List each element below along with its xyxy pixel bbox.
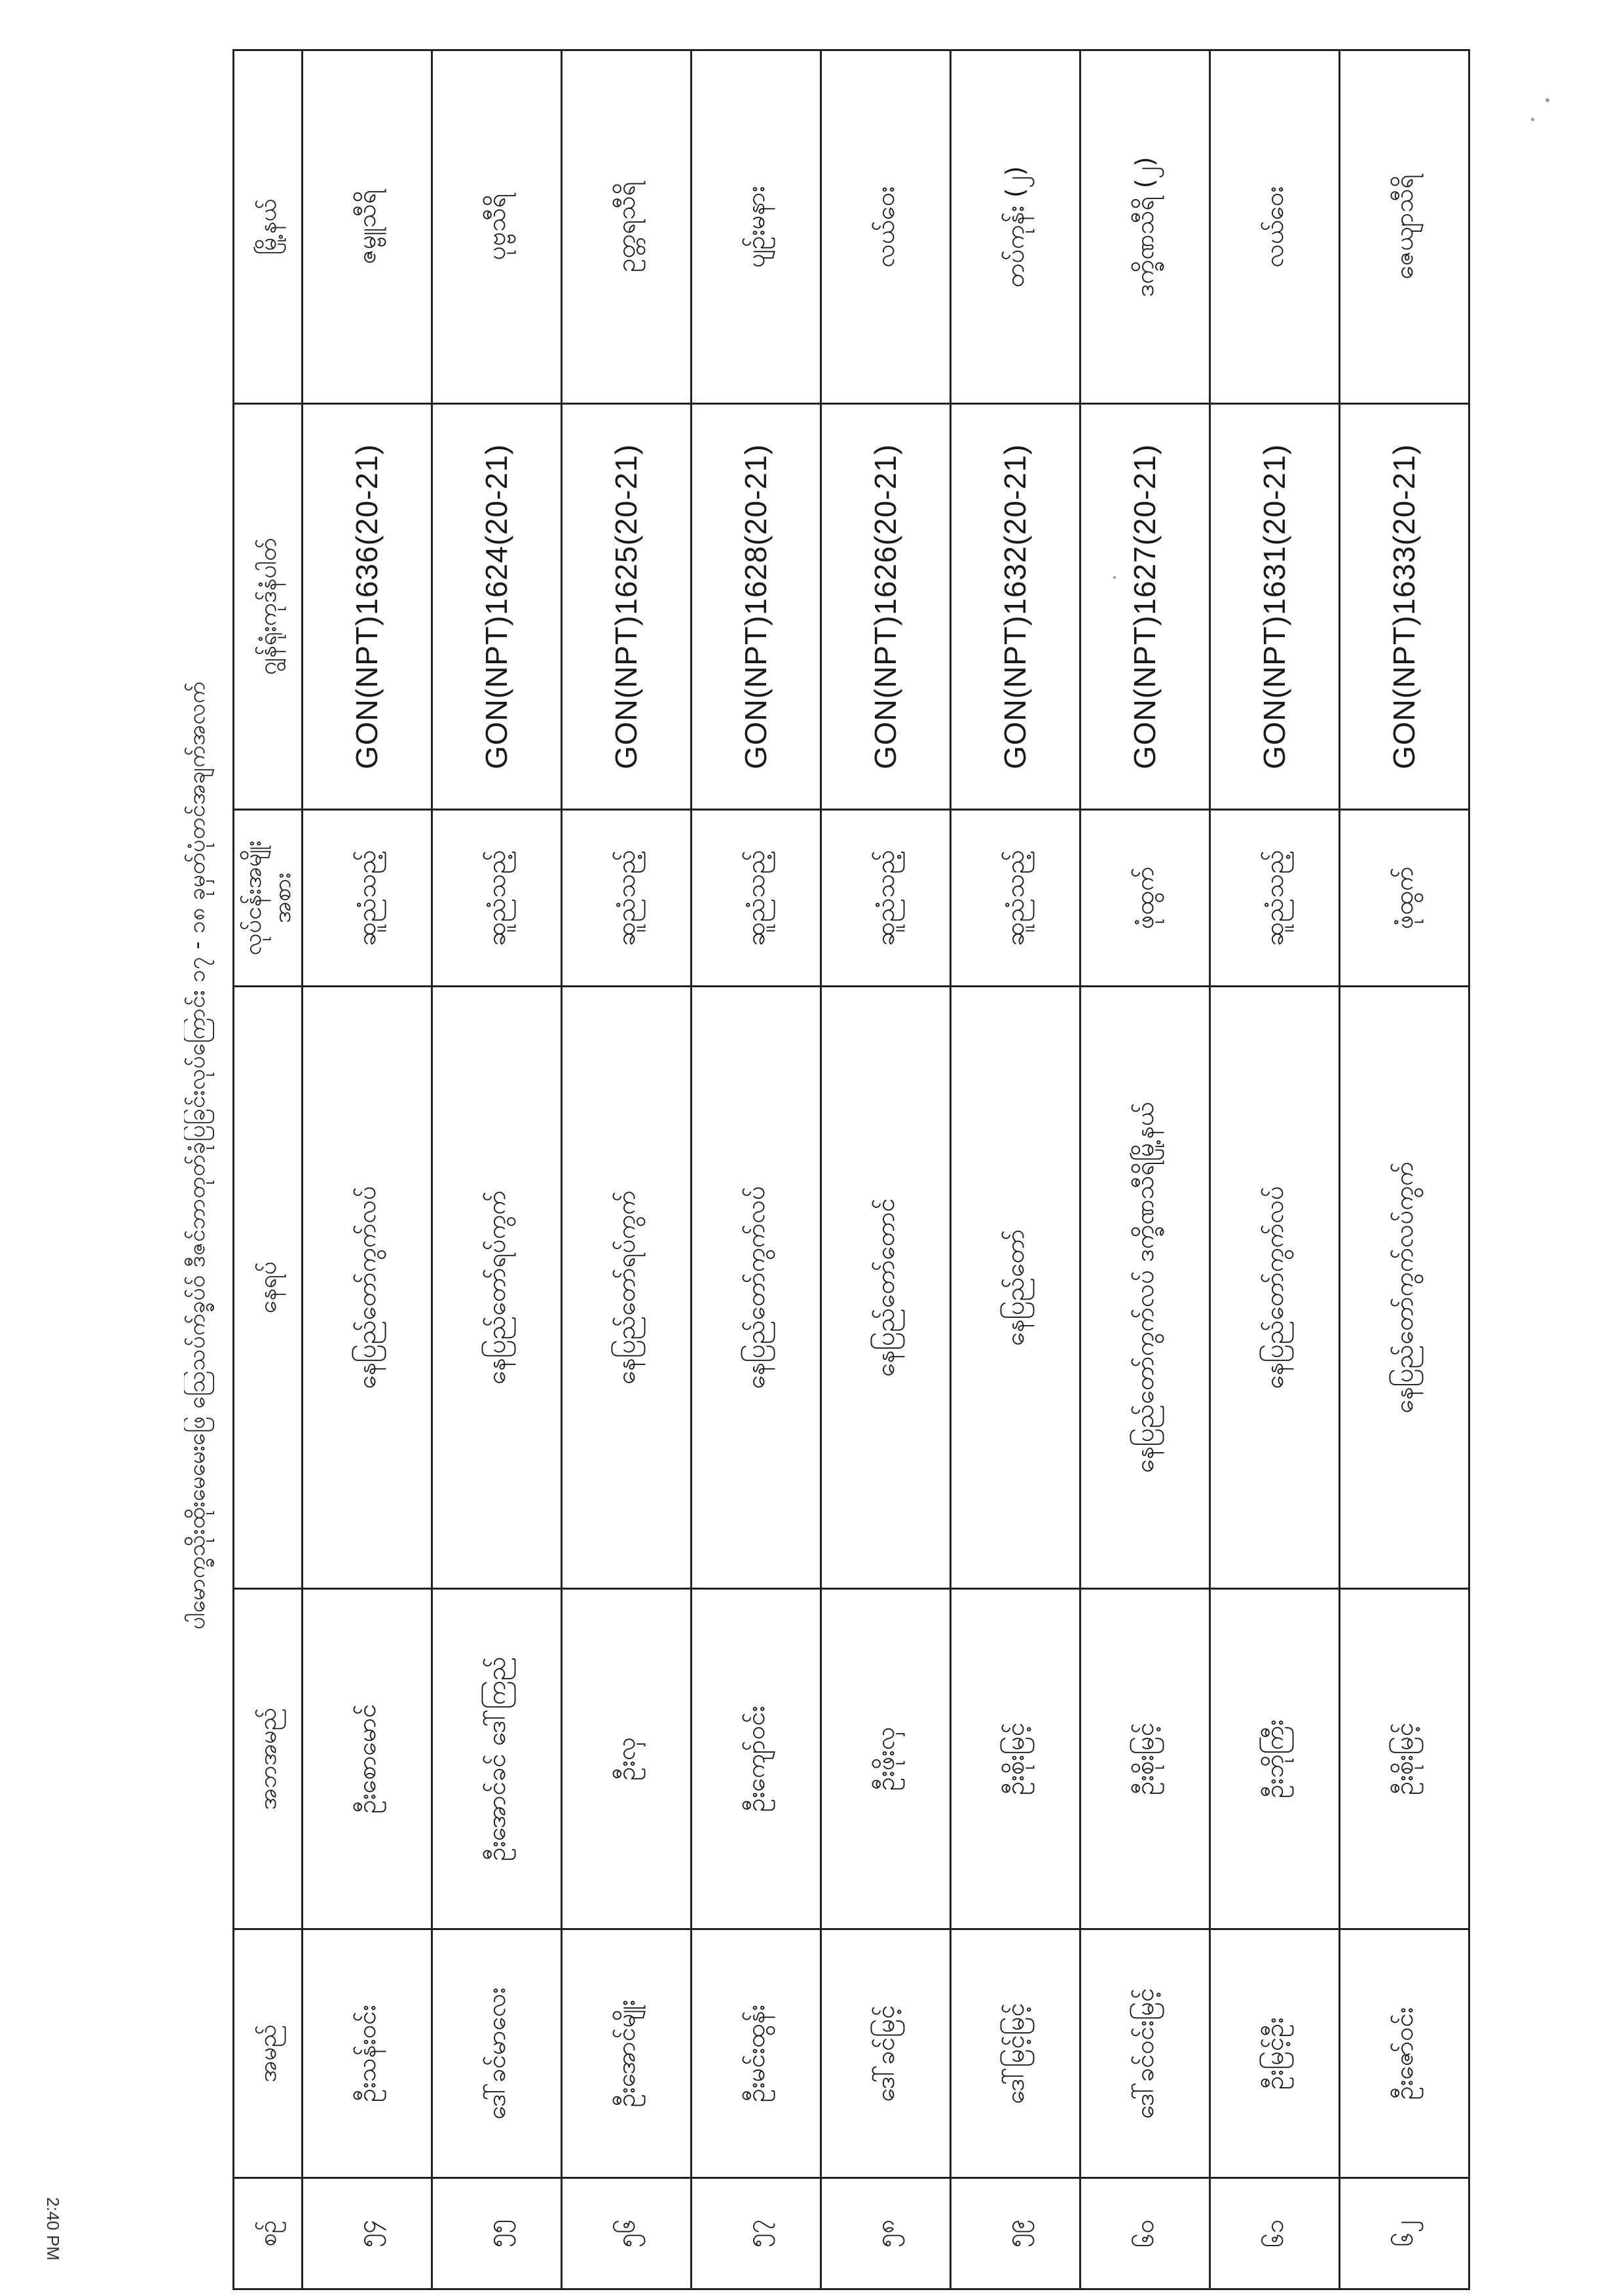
cell-code: GON(NPT)1626(20-21) bbox=[821, 404, 951, 810]
header-no: စဉ် bbox=[234, 2178, 303, 2289]
table-row bbox=[1340, 50, 1469, 2289]
cell-father: ဦးဖိုးလှ bbox=[821, 1589, 951, 1929]
cell-name: ဦးမြင့်ဦး bbox=[1210, 1929, 1340, 2178]
cell-no: ၆၁ bbox=[1210, 2178, 1340, 2289]
cell-no: ၅၇ bbox=[692, 2178, 821, 2289]
cell-code: GON(NPT)1636(20-21) bbox=[303, 404, 432, 810]
scan-speck bbox=[1531, 118, 1534, 121]
cell-no: ၅၅ bbox=[432, 2178, 562, 2289]
cell-father: ဦးဘိုကြီး bbox=[1210, 1589, 1340, 1929]
cell-address: နေပြည်တော်ရပ်ကွက် bbox=[432, 987, 562, 1589]
cell-address: နေပြည်တော်ကွက်လပ် bbox=[1210, 987, 1340, 1589]
cell-address: နေပြည်တော်တောင် bbox=[821, 987, 951, 1589]
header-type: လုပ်ငန်းအမျိုး အစား bbox=[234, 810, 303, 987]
cell-address: နေပြည်တော်ကွက်လပ် bbox=[692, 987, 821, 1589]
cell-type: ဆူညံသည့် bbox=[692, 810, 821, 987]
rotated-document-sheet bbox=[160, 23, 1470, 2288]
cell-code: GON(NPT)1631(20-21) bbox=[1210, 404, 1340, 810]
cell-type: ဆူညံသည့် bbox=[1210, 810, 1340, 987]
cell-code: GON(NPT)1627(20-21) bbox=[1080, 404, 1210, 810]
table-row bbox=[303, 50, 432, 2289]
header-address: နေရပ် bbox=[234, 987, 303, 1589]
cell-no: ၅၈ bbox=[821, 2178, 951, 2289]
cell-address: နေပြည်တော်ရပ်ကွက် bbox=[562, 987, 692, 1589]
cell-township: ပျဉ်းမနား bbox=[692, 50, 821, 404]
cell-code: GON(NPT)1625(20-21) bbox=[562, 404, 692, 810]
cell-no: ၆၂ bbox=[1340, 2178, 1469, 2289]
cell-type: ဆူညံသည့် bbox=[951, 810, 1080, 987]
header-township: မြို့နယ် bbox=[234, 50, 303, 404]
cell-address: နေပြည်တော်ကွက်လပ် bbox=[303, 987, 432, 1589]
cell-name: ဦးသန်းဝင်း bbox=[303, 1929, 432, 2178]
cell-township: ဇေယျာသီရိ bbox=[1340, 50, 1469, 404]
cell-no: ၅၆ bbox=[562, 2178, 692, 2289]
table-row bbox=[692, 50, 821, 2289]
cell-father: ဦးစောမောင် bbox=[303, 1589, 432, 1929]
cell-type: ဆူညံသည့် bbox=[562, 810, 692, 987]
document-title: ပါမောက္ခသိုးထိုးမေမေးဖြေ သြေသပ်က်ခ္ခပ်ဝ် ဒီဇင်ဘာတုတ်ခုံပြခြင်းလုပ်ကြောင်း ၁၇ - ၁၈ ခုမှတ်ပုံတင်အချက်အလက် bbox=[184, 681, 210, 1630]
cell-type: ဖုံထွက် bbox=[1080, 810, 1210, 987]
cell-father: ဦးလှ bbox=[562, 1589, 692, 1929]
cell-type: ဆူညံသည့် bbox=[821, 810, 951, 987]
scan-timestamp: 2:40 PM bbox=[43, 2197, 63, 2261]
cell-father: ဦးစိုးမြင့် bbox=[1340, 1589, 1469, 1929]
table-row bbox=[1210, 50, 1340, 2289]
cell-name: ဒေါ်ခင်မြင့် bbox=[821, 1929, 951, 2178]
cell-township: ဒက္ခိဏသီရိ (၂) bbox=[1080, 50, 1210, 404]
cell-township: တပ်ကုန်း (၂) bbox=[951, 50, 1080, 404]
cell-township: လယ်ဝေး bbox=[821, 50, 951, 404]
registration-table bbox=[232, 49, 1470, 2290]
table-row bbox=[432, 50, 562, 2289]
cell-father: ဦးစိုးမြင့် bbox=[1080, 1589, 1210, 1929]
header-father: အဘအမည် bbox=[234, 1589, 303, 1929]
cell-name: ဦးမင်းထွန်း bbox=[692, 1929, 821, 2178]
cell-type: ဆူညံသည့် bbox=[303, 810, 432, 987]
cell-address: နေပြည်တော်ကွက်လပ် ဒက္ခိဏသီရိမြို့နယ် bbox=[1080, 987, 1210, 1589]
cell-township: လယ်ဝေး bbox=[1210, 50, 1340, 404]
cell-name: ဒေါ်ခင်မာလေး bbox=[432, 1929, 562, 2178]
cell-code: GON(NPT)1628(20-21) bbox=[692, 404, 821, 810]
cell-father: ဦးကျော်ဝင်း bbox=[692, 1589, 821, 1929]
table-row bbox=[821, 50, 951, 2289]
cell-type: ဖုံထွက် bbox=[1340, 810, 1469, 987]
cell-name: ဦးဇော်ဝင်း bbox=[1340, 1929, 1469, 2178]
cell-code: GON(NPT)1633(20-21) bbox=[1340, 404, 1469, 810]
cell-type: ဆူညံသည့် bbox=[432, 810, 562, 987]
table-row bbox=[951, 50, 1080, 2289]
cell-address: နေပြည်တော်ကွက်လပ်ကွက် bbox=[1340, 987, 1469, 1589]
scan-speck bbox=[1113, 576, 1116, 579]
cell-township: ပုဗ္ဗသီရိ bbox=[432, 50, 562, 404]
header-code: ဂျွန်ရုံးကုဒ်နံပါတ် bbox=[234, 404, 303, 810]
cell-no: ၅၄ bbox=[303, 2178, 432, 2289]
cell-code: GON(NPT)1624(20-21) bbox=[432, 404, 562, 810]
cell-name: ဦးအောင်မျိုး bbox=[562, 1929, 692, 2178]
cell-code: GON(NPT)1632(20-21) bbox=[951, 404, 1080, 810]
cell-township: ဇမ္ဗူသီရိ bbox=[303, 50, 432, 404]
table-row bbox=[562, 50, 692, 2289]
cell-address: နေပြည်တော် bbox=[951, 987, 1080, 1589]
table-row bbox=[1080, 50, 1210, 2289]
cell-no: ၆၀ bbox=[1080, 2178, 1210, 2289]
cell-name: ဒေါ်ခင်ဝင်းမြင့် bbox=[1080, 1929, 1210, 2178]
cell-township: ဥတ္တရသီရိ bbox=[562, 50, 692, 404]
scan-speck bbox=[1545, 98, 1549, 102]
cell-father: ဦးအောင်ခင် ဒေါ်ကြည် bbox=[432, 1589, 562, 1929]
cell-no: ၅၉ bbox=[951, 2178, 1080, 2289]
cell-name: ဒေါ်မြင့်မြင့် bbox=[951, 1929, 1080, 2178]
table-header-row bbox=[234, 50, 303, 2289]
header-name: အမည် bbox=[234, 1929, 303, 2178]
cell-father: ဦးစိုးမြင့် bbox=[951, 1589, 1080, 1929]
